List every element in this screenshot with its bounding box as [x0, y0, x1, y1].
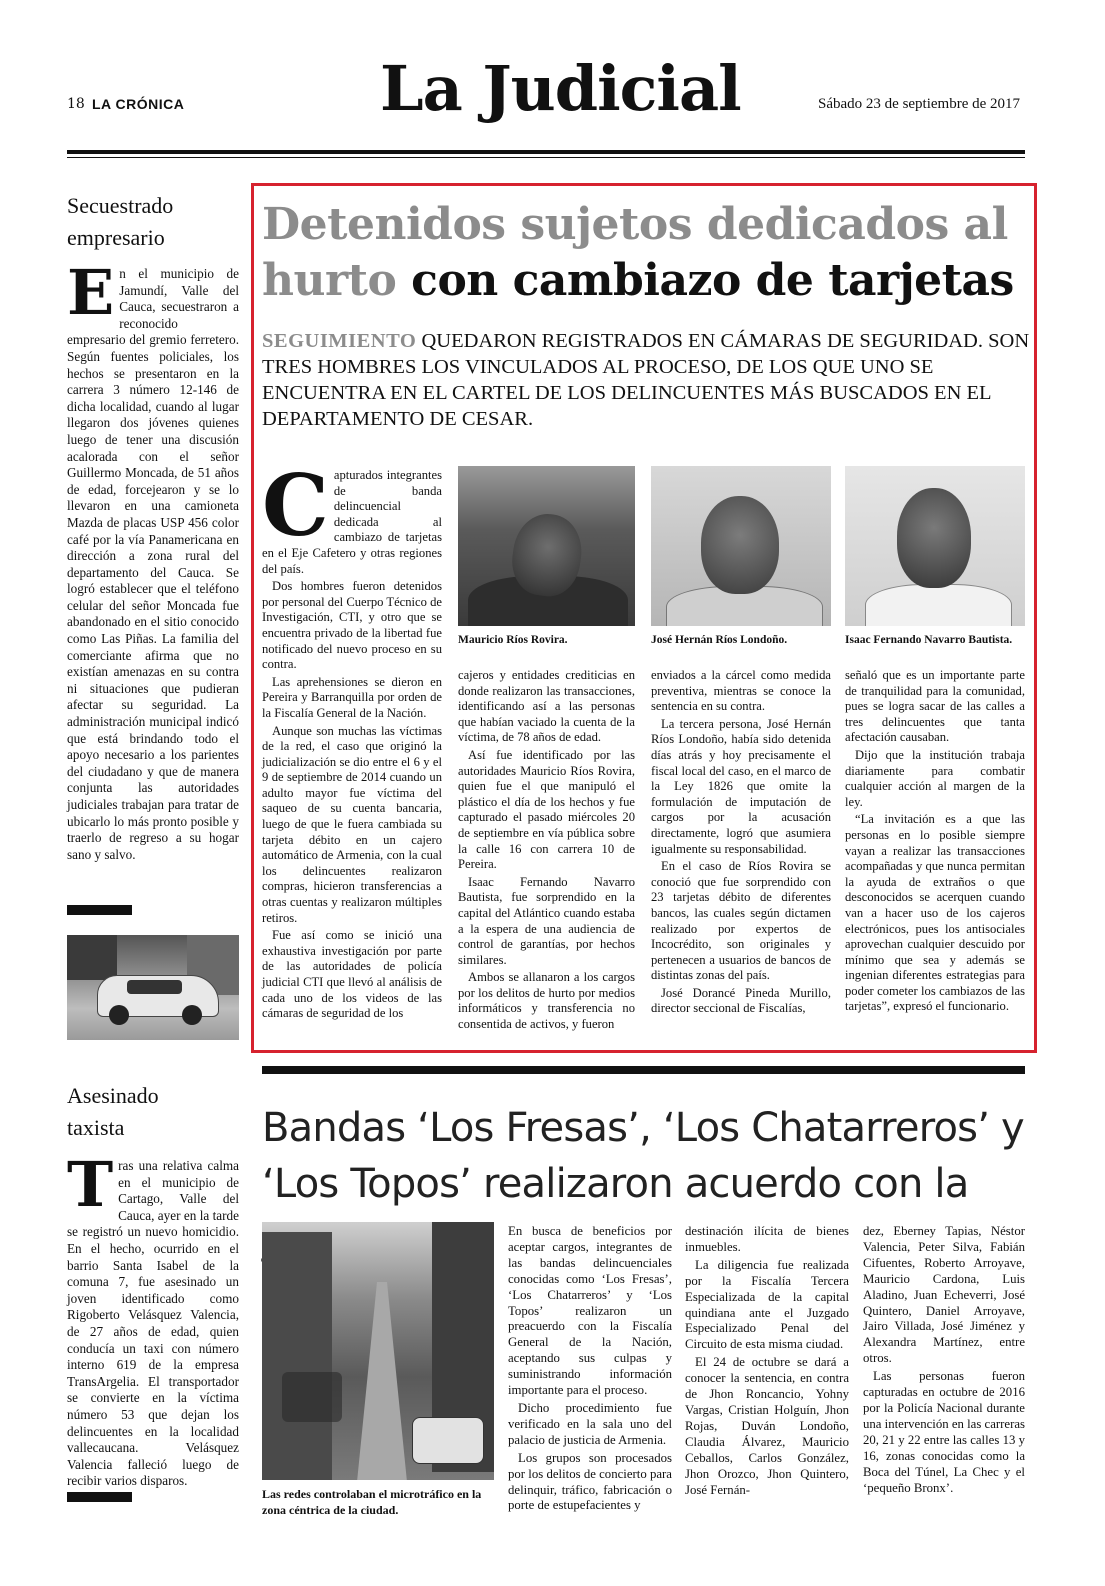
second-col2 [685, 1224, 849, 1500]
sidebar-story1-body [67, 256, 239, 865]
main-col3-p3: En el caso de Ríos Rovira se conoció que fue sorprendido con 23 tarjetas débito de diferentes bancos, las cuales según dictamen realizado por expertos de Incocrédito, son originales y pertenecen a usuarios de bancos de distintas zonas del país. [651, 859, 831, 983]
main-col1-p4: Aunque son muchas las víctimas de la red, el caso que originó la judicialización se dio entre el 6 y el 9 de septiembre de 2014 cuando un adulto mayor fue víctima del saqueo de su cuenta bancaria, luego de que le fuera cambiada su tarjeta débito en un cajero automático de Armenia, con la cual los delincuentes realizaron compras, hicieron transferencias a otras cuentas y realizaron múltiples retiros. [262, 723, 442, 925]
sidebar-story2-body [67, 1148, 239, 1492]
caption-jose-hernan: José Hernán Ríos Londoño. [651, 634, 788, 646]
sidebar-story2-title-line1: Asesinado [67, 1083, 159, 1108]
headline-black-part: con cambiazo de tarjetas [396, 255, 1014, 306]
main-col4 [845, 668, 1025, 1017]
section-title: La Judicial [380, 52, 741, 125]
issue-date: Sábado 23 de septiembre de 2017 [818, 96, 1021, 112]
main-col3-p1: enviados a la cárcel como medida preventiva, mientras se conoce la sentencia en su contra. [651, 668, 831, 714]
caption-isaac: Isaac Fernando Navarro Bautista. [845, 634, 1013, 646]
sidebar-story1-title [67, 190, 242, 254]
main-col2 [458, 668, 635, 1035]
second-col2-p1: destinación ilícita de bienes inmuebles. [685, 1224, 849, 1254]
second-col1-p2: Dicho procedimiento fue verificado en la sala uno del palacio de justicia de Armenia. [508, 1400, 672, 1447]
taxi-photo [67, 935, 239, 1040]
main-col1-p2: Dos hombres fueron detenidos por personal del Cuerpo Técnico de Investigación, CTI, y otro que se encuentra privado de la libertad fue notificado del nuevo proceso en su contra. [262, 579, 442, 672]
second-col1 [508, 1224, 672, 1516]
sidebar-story1-title-line1: Secuestrado [67, 193, 174, 218]
main-col2-p2: Así fue identificado por las autoridades Mauricio Ríos Rovira, quien fue el que manipuló el plástico el día de los hechos y fue capturado el pasado miércoles 20 de septiembre en vía pública sobre la calle 16 con carrera 10 de Pereira. [458, 747, 635, 872]
street-photo-caption: Las redes controlaban el microtráfico en la zona céntrica de la ciudad. [262, 1487, 482, 1517]
main-col1-p5: Fue así como se inició una exhaustiva investigación por parte de las autoridades de policía judicial CTI que llevó al análisis de cada uno de los videos de las cámaras de seguridad de los [262, 928, 442, 1021]
sidebar-story1-title-line2: empresario [67, 225, 165, 250]
main-story-dropcap: C [262, 456, 329, 555]
main-col4-p1: señaló que es un importante parte de tranquilidad para la comunidad, pues se logra sacar de las calles a tres delincuentes que tanta afectación causaban. [845, 668, 1025, 745]
main-col2-p4: Ambos se allanaron a los cargos por los delitos de hurto por medios informáticos y transferencia no consentida de activos, y fueron [458, 970, 635, 1032]
main-col3 [651, 668, 831, 1019]
main-col3-p2: La tercera persona, José Hernán Ríos Londoño, había sido detenida días atrás y hoy precisamente el fiscal local del caso, en el marco de la Ley 1826 que omite la formulación de imputación de cargos por la acusación directamente, logró que asumiera igualmente su responsabilidad. [651, 716, 831, 856]
header-rule-thin [67, 157, 1025, 158]
main-col4-p3: “La invitación es a que las personas en lo posible siempre vayan a realizar las transacciones acompañadas y que nunca permitan la ayuda de extraños o que desconocidos se acerquen cuando van a hacer uso de los cajeros electrónicos, pues los antisociales aprovechan cualquier descuido por mínimo que sea y además se ingenian diferentes estrategias para poder cometer los cambiazos de las tarjetas”, expresó el funcionario. [845, 812, 1025, 1014]
page-number: 18 [67, 96, 85, 112]
headline-grey-part: Detenidos sujetos dedicados al hurto [262, 199, 1008, 306]
sidebar-story2-paragraph: ras una relativa calma en el municipio de Cartago, Valle del Cauca, ayer en la tarde se registró un nuevo homicidio. En el hecho, ocurrido en el barrio Santa Isabel de la comuna 7, fue asesinado un joven identificado como Rigoberto Velásquez Valencia, de 27 años de edad, quien conducía un taxi con número interno 619 de la empresa TransArgelia. El transportador se convierte en la víctima número 53 que dejan los delincuentes en la localidad vallecaucana. Velásquez Valencia falleció luego de recibir varios disparos. [67, 1158, 239, 1489]
second-col1-p1: En busca de beneficios por aceptar cargos, integrantes de las bandas delincuenciales conocidas como ‘Los Fresas’, ‘Los Chatarreros’ y ‘Los Topos’ realizaron un preacuerdo con la Fiscalía General de la Nación, aceptando sus culpas y suministrando información importante para el proceso. [508, 1224, 672, 1398]
main-col1-p3: Las aprehensiones se dieron en Pereira y Barranquilla por orden de la Fiscalía General de la Nación. [262, 674, 442, 720]
kicker-label: SEGUIMIENTO [262, 330, 417, 352]
sidebar-story1-paragraph: n el municipio de Jamundí, Valle del Cauca, secuestraron a reconocido empresario del gremio ferretero. Según fuentes policiales, los hechos se presentaron en la carrera 3 número 12-146 de dicha localidad, cuando al lugar llegaron dos jóvenes quienes luego de tener una discusión acalorada con el señor Guillermo Moncada, de 51 años de edad, forcejearon y se lo llevaron en una camioneta Mazda de placas USP 456 color café por la vía Panamericana en dirección a zona rural del departamento del Cauca. Se logró establecer que el teléfono celular del señor Moncada fue abandonado en el sitio conocido como Las Piñas. La familia del comerciante afirma que no existían amenazas en su contra ni situaciones que pudieran afectar su seguridad. La administración municipal indicó que está brindando todo el apoyo necesario a los parientes del ciudadano y que de manera conjunta las autoridades judiciales trabajan para tratar de ubicarlo lo más pronto posible y traerlo de regreso a su hogar sano y salvo. [67, 266, 239, 862]
second-col1-p3: Los grupos son procesados por los delitos de concierto para delinquir, tráfico, fabricación o porte de estupefacientes y [508, 1450, 672, 1513]
sidebar-story2-title [67, 1080, 242, 1144]
main-story-headline [262, 197, 1022, 309]
main-story-kicker [262, 328, 1032, 432]
portrait-mauricio [458, 466, 635, 626]
sidebar-story1-dropcap: E [67, 256, 115, 329]
second-col3-p2: Las personas fueron capturadas en octubre de 2016 por la Policía Nacional durante una intervención en las carreras 20, 21 y 22 entre las calles 13 y 16, zonas conocidas como la Boca del Túnel, La Chec y el ‘pequeño Bronx’. [863, 1369, 1026, 1495]
second-col3 [863, 1224, 1025, 1498]
sidebar-story2-dropcap: T [67, 1148, 114, 1221]
header-rule [67, 150, 1025, 154]
second-story-rule [262, 1066, 1025, 1074]
main-col1-upper [262, 456, 442, 1024]
street-photo [262, 1222, 494, 1480]
sidebar-divider-bottom [67, 1492, 132, 1502]
sidebar-story2-title-line2: taxista [67, 1115, 125, 1140]
second-col3-p1: dez, Eberney Tapias, Néstor Valencia, Peter Silva, Fabián Cifuentes, Roberto Arroyave, Mauricio Cardona, Luis Aladino, Juan Echeverri, José Quintero, Daniel Arroyave, Jairo Villada, José Jiménez y Alexandra Martínez, entre otros. [863, 1224, 1025, 1366]
kicker-text: QUEDARON REGISTRADOS EN CÁMARAS DE SEGURIDAD. SON TRES HOMBRES LOS VINCULADOS AL PROCESO, DE LOS QUE UNO SE ENCUENTRA EN EL CARTEL DE LOS DELINCUENTES MÁS BUSCADOS EN EL DEPARTAMENTO DE CESAR. [262, 330, 1030, 430]
main-col1-p1: apturados integrantes de banda delincuencial dedicada al cambiazo de tarjetas en el Eje Cafetero y otras regiones del país. [262, 468, 442, 576]
portrait-isaac [845, 466, 1025, 626]
second-col2-p2: La diligencia fue realizada por la Fiscalía Tercera Especializada de la capital quindiana ante el Juzgado Especializado Penal del Circuito de esta misma ciudad. [685, 1257, 849, 1352]
portrait-jose-hernan [651, 466, 831, 626]
sidebar-divider [67, 905, 132, 915]
caption-mauricio: Mauricio Ríos Rovira. [458, 634, 568, 646]
second-story-headline: Bandas ‘Los Fresas’, ‘Los Chatarreros’ y ‘Los Topos’ realizaron acuerdo con la [262, 1105, 1024, 1207]
newspaper-name: LA CRÓNICA [92, 96, 185, 112]
main-col4-p2: Dijo que la institución trabaja diariamente para combatir cualquier acción al margen de la ley. [845, 747, 1025, 809]
main-col2-p3: Isaac Fernando Navarro Bautista, fue sorprendido en la capital del Atlántico cuando estaba a la espera de una audiencia de control de garantías, por hechos similares. [458, 874, 635, 967]
main-col3-p4: José Dorancé Pineda Murillo, director seccional de Fiscalías, [651, 985, 831, 1016]
main-col2-p1: cajeros y entidades crediticias en donde realizaron las transacciones, identificando así a las personas que habían vaciado la cuenta de la víctima, de 78 años de edad. [458, 668, 635, 745]
second-col2-p3: El 24 de octubre se dará a conocer la sentencia, en contra de Jhon Roncancio, Yohny Vargas, Cristian Holguín, Jhon Rojas, Duván Londoño, Claudia Álvarez, Mauricio Ceballos, Carlos González, Jhon Orozco, Jhon Quintero, José Fernán- [685, 1355, 849, 1497]
